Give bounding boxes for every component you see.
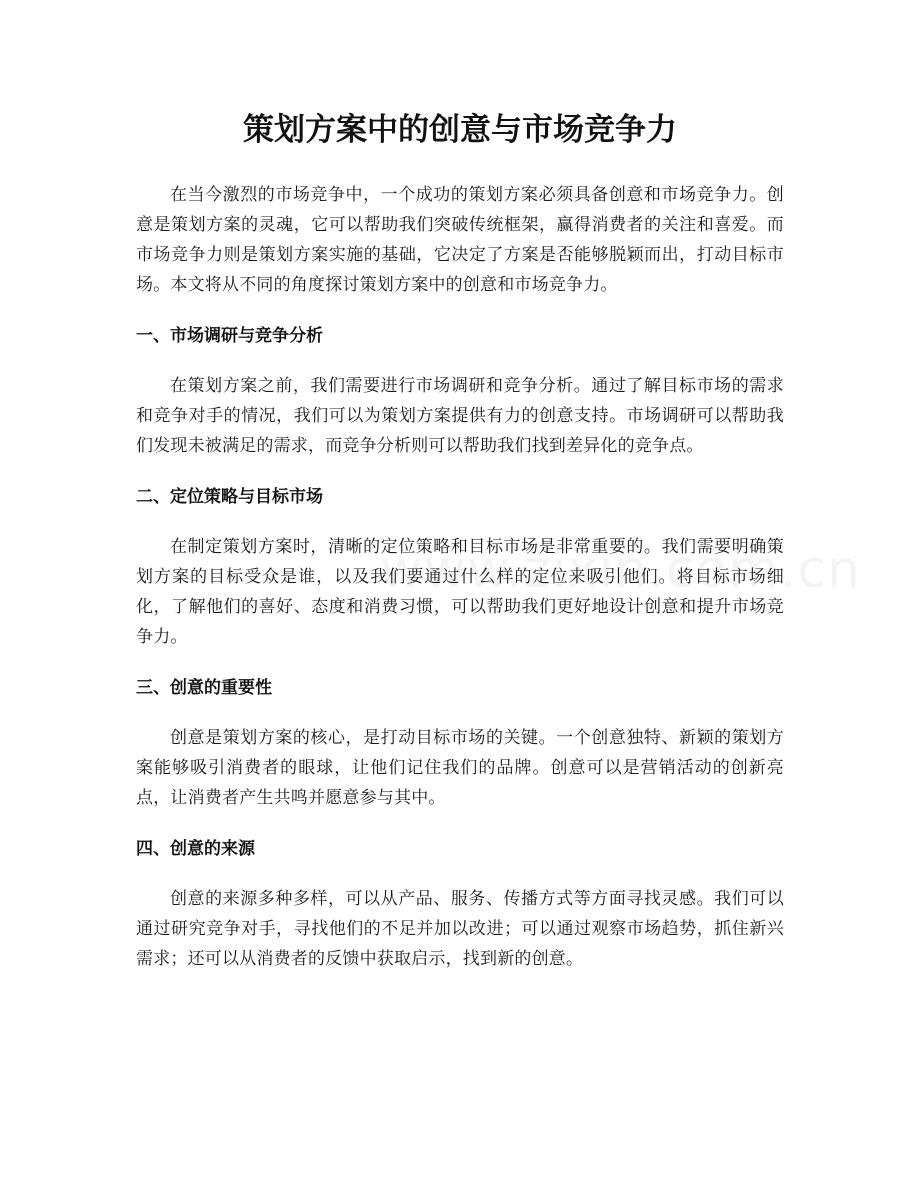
section-heading-4: 四、创意的来源	[136, 839, 255, 859]
document-body	[136, 180, 784, 974]
document-title: 策划方案中的创意与市场竞争力	[243, 112, 677, 148]
section-heading-1: 一、市场调研与竞争分析	[136, 326, 323, 346]
section-paragraph-4: 创意的来源多种多样，可以从产品、服务、传播方式等方面寻找灵感。我们可以通过研究竞争对手，寻找他们的不足并加以改进；可以通过观察市场趋势，抓住新兴需求；还可以从消费者的反馈中获取启示，找到新的创意。	[136, 889, 784, 969]
section-paragraph-1: 在策划方案之前，我们需要进行市场调研和竞争分析。通过了解目标市场的需求和竞争对手的情况，我们可以为策划方案提供有力的创意支持。市场调研可以帮助我们发现未被满足的需求，而竞争分析则可以帮助我们找到差异化的竞争点。	[136, 376, 784, 456]
section-heading-2: 二、定位策略与目标市场	[136, 487, 323, 507]
section-paragraph-2: 在制定策划方案时，清晰的定位策略和目标市场是非常重要的。我们需要明确策划方案的目标受众是谁，以及我们要通过什么样的定位来吸引他们。将目标市场细化，了解他们的喜好、态度和消费习惯，可以帮助我们更好地设计创意和提升市场竞争力。	[136, 537, 784, 647]
section-heading-3: 三、创意的重要性	[136, 678, 272, 698]
intro-paragraph: 在当今激烈的市场竞争中，一个成功的策划方案必须具备创意和市场竞争力。创意是策划方案的灵魂，它可以帮助我们突破传统框架，赢得消费者的关注和喜爱。而市场竞争力则是策划方案实施的基础，它决定了方案是否能够脱颖而出，打动目标市场。本文将从不同的角度探讨策划方案中的创意和市场竞争力。	[136, 185, 784, 295]
section-paragraph-3: 创意是策划方案的核心，是打动目标市场的关键。一个创意独特、新颖的策划方案能够吸引消费者的眼球，让他们记住我们的品牌。创意可以是营销活动的创新亮点，让消费者产生共鸣并愿意参与其中。	[136, 728, 784, 808]
